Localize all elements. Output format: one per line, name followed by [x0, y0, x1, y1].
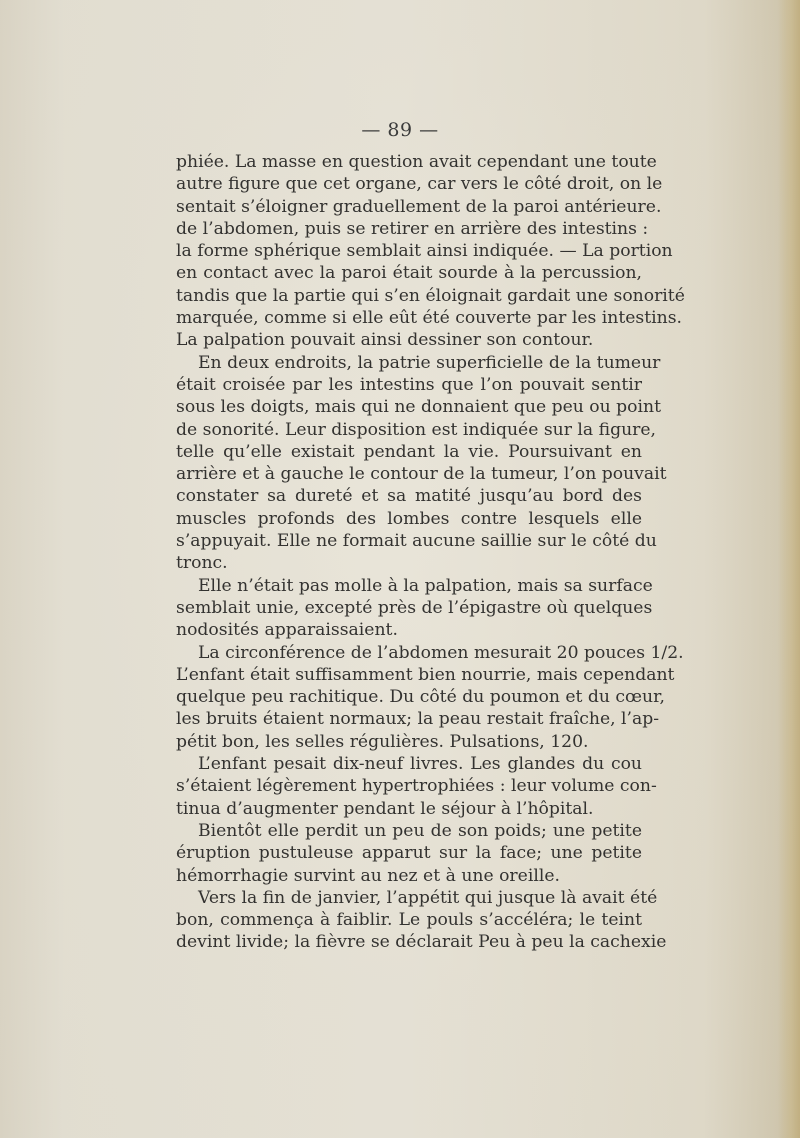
text-line: était croisée par les intestins que l’on pouvait sentir	[176, 374, 642, 395]
text-line: tronc.	[176, 553, 228, 574]
text-line: La circonférence de l’abdomen mesurait 20 pouces 1/2.	[198, 642, 684, 663]
text-line: bon, commença à faiblir. Le pouls s’accéléra; le teint	[176, 910, 642, 931]
text-line: tandis que la partie qui s’en éloignait gardait une sonorité	[176, 285, 685, 306]
text-line: les bruits étaient normaux; la peau restait fraîche, l’ap-	[176, 709, 660, 730]
text-line: Elle n’était pas molle à la palpation, mais sa surface	[198, 575, 653, 596]
text-line: sentait s’éloigner graduellement de la paroi antérieure.	[176, 196, 662, 217]
text-line: phiée. La masse en question avait cependant une toute	[176, 152, 657, 172]
page-edge-shadow	[778, 0, 800, 1138]
text-line: devint livide; la fièvre se déclarait Peu à peu la cachexie	[176, 932, 667, 953]
page-number: — 89 —	[361, 119, 439, 141]
text-line: s’étaient légèrement hypertrophiées : leur volume con-	[176, 776, 657, 797]
text-line: L’enfant était suffisamment bien nourrie, mais cependant	[176, 664, 675, 685]
text-line: semblait unie, excepté près de l’épigastre où quelques	[176, 597, 653, 618]
text-line: tinua d’augmenter pendant le séjour à l’hôpital.	[176, 798, 594, 819]
text-line: quelque peu rachitique. Du côté du poumon et du cœur,	[176, 687, 665, 708]
text-line: telle qu’elle existait pendant la vie. Poursuivant en	[176, 441, 642, 462]
text-line: pétit bon, les selles régulières. Pulsations, 120.	[176, 731, 589, 752]
text-line: marquée, comme si elle eût été couverte par les intestins.	[176, 308, 682, 329]
text-line: arrière et à gauche le contour de la tumeur, l’on pouvait	[176, 464, 667, 485]
text-line: La palpation pouvait ainsi dessiner son contour.	[176, 330, 594, 351]
text-line: s’appuyait. Elle ne formait aucune saillie sur le côté du	[176, 531, 657, 552]
text-line: L’enfant pesait dix-neuf livres. Les glandes du cou	[198, 754, 642, 775]
text-line: constater sa dureté et sa matité jusqu’au bord des	[176, 486, 642, 507]
text-line: hémorrhagie survint au nez et à une oreille.	[176, 865, 560, 886]
body-text	[176, 151, 685, 954]
text-line: Vers la fin de janvier, l’appétit qui jusque là avait été	[198, 887, 658, 908]
text-line: En deux endroits, la patrie superficielle de la tumeur	[198, 352, 661, 373]
text-line: éruption pustuleuse apparut sur la face; une petite	[176, 843, 642, 864]
text-line: Bientôt elle perdit un peu de son poids; une petite	[198, 820, 642, 841]
text-line: en contact avec la paroi était sourde à la percussion,	[176, 263, 642, 284]
text-line: nodosités apparaissaient.	[176, 620, 398, 641]
text-line: muscles profonds des lombes contre lesquels elle	[176, 508, 642, 529]
text-line: autre figure que cet organe, car vers le côté droit, on le	[176, 174, 663, 195]
text-line: sous les doigts, mais qui ne donnaient que peu ou point	[176, 397, 662, 418]
text-line: la forme sphérique semblait ainsi indiquée. — La portion	[176, 241, 673, 262]
text-line: de sonorité. Leur disposition est indiquée sur la figure,	[176, 419, 657, 440]
text-line: de l’abdomen, puis se retirer en arrière des intestins :	[176, 218, 649, 239]
